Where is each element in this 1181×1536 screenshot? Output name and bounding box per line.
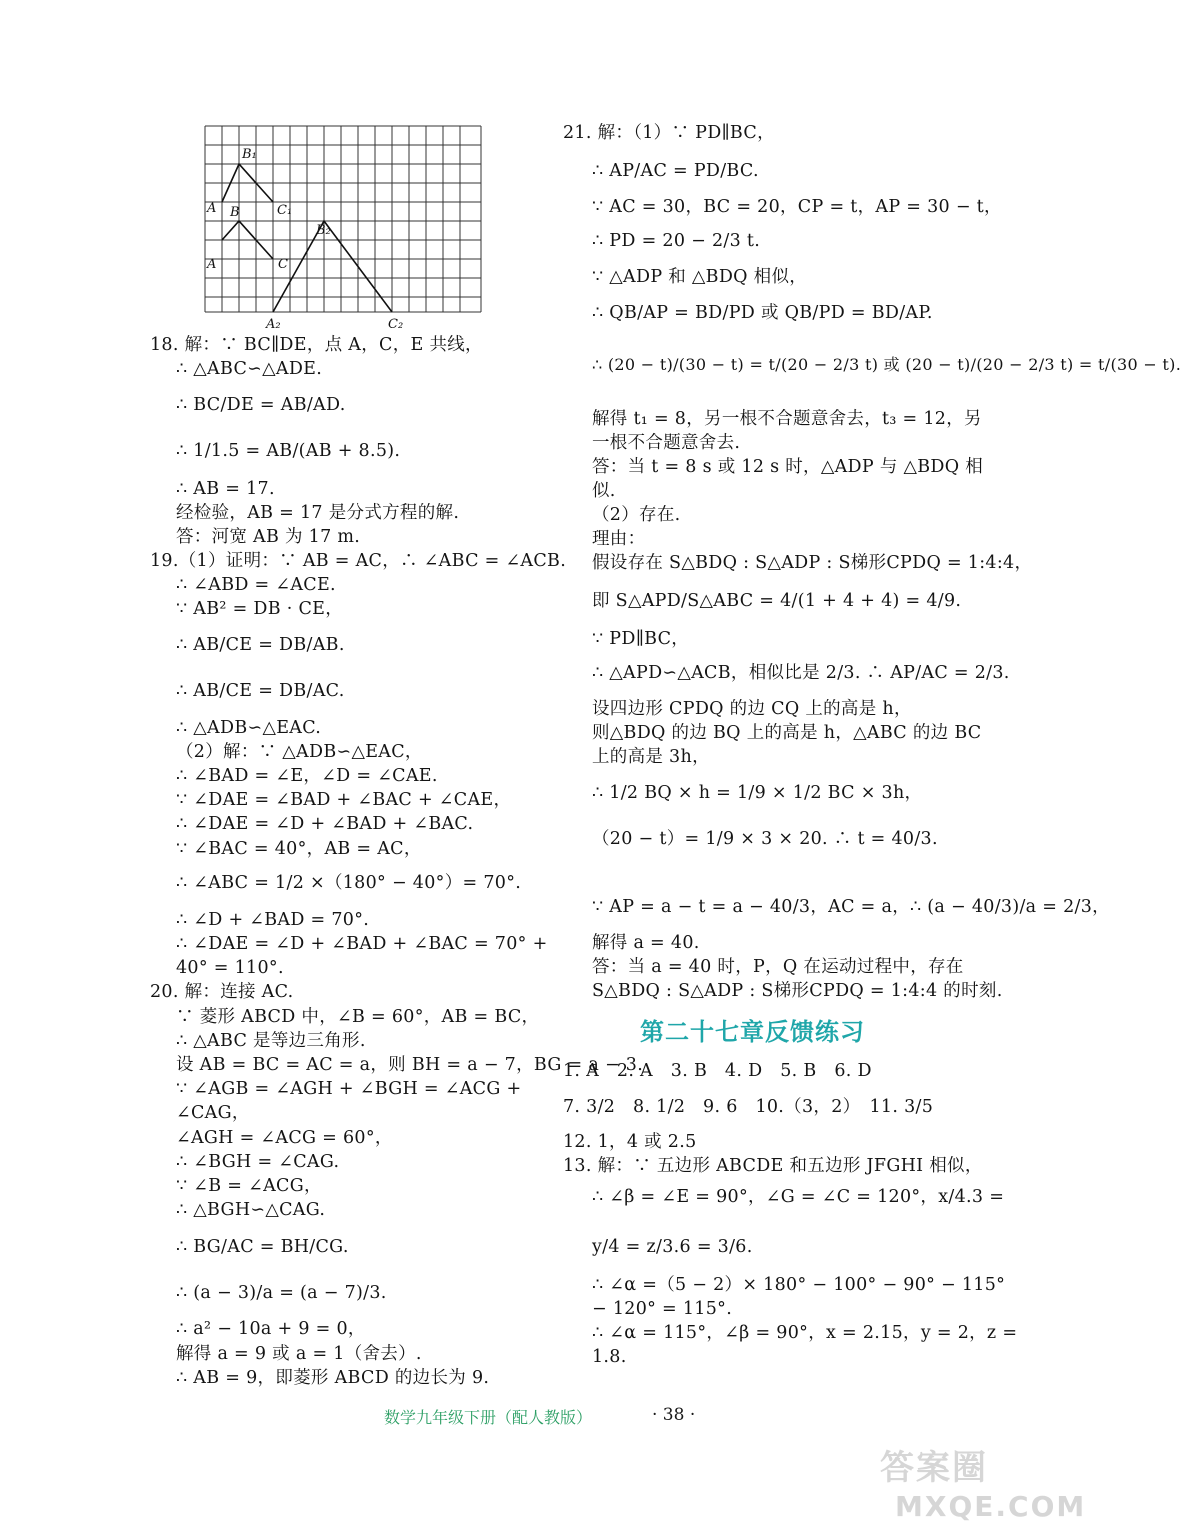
solution-21-line-5: ∵ △ADP 和 △BDQ 相似， <box>592 267 808 287</box>
page-number: · 38 · <box>652 1405 696 1425</box>
answers-line-9: ∴ ∠α = 115°，∠β = 90°，x = 2.15，y = 2，z = <box>592 1323 1018 1343</box>
solution-21-line-23: ∵ AP = a − t = a − 40/3，AC = a，∴ (a − 40/3)/a = 2/3， <box>592 897 1110 917</box>
solution-19-line-11: ∵ ∠BAC = 40°，AB = AC， <box>176 839 422 859</box>
solution-19-line-5: ∴ AB/CE = DB/AC. <box>176 681 345 701</box>
label-b2: B₂ <box>316 223 331 238</box>
label-a1: A <box>207 201 217 216</box>
answers-line-8: − 120° = 115°. <box>592 1299 733 1319</box>
answers-line-2: 7. 3/2 8. 1/2 9. 6 10.（3，2） 11. 3/5 <box>563 1097 934 1117</box>
triangle-a2b2c2 <box>273 221 392 312</box>
label-c: C <box>278 257 288 272</box>
solution-20-line-11: ∴ BG/AC = BH/CG. <box>176 1237 349 1257</box>
solution-21-line-15: 即 S△APD/S△ABC = 4/(1 + 4 + 4) = 4/9. <box>592 591 962 611</box>
solution-18-line-5: ∴ AB = 17. <box>176 479 275 499</box>
solution-20-line-15: ∴ AB = 9，即菱形 ABCD 的边长为 9. <box>176 1368 490 1388</box>
answers-line-1: 1. A 2. A 3. B 4. D 5. B 6. D <box>563 1061 872 1081</box>
label-a: A <box>207 257 217 272</box>
solution-21-line-1: 21. 解：（1）∵ PD∥BC， <box>563 123 775 143</box>
solution-21-line-13: 理由： <box>592 529 646 549</box>
solution-18-line-3: ∴ BC/DE = AB/AD. <box>176 395 346 415</box>
solution-18-line-1: 18. 解：∵ BC∥DE，点 A，C，E 共线， <box>150 335 483 355</box>
solution-19-line-10: ∴ ∠DAE = ∠D + ∠BAD + ∠BAC. <box>176 814 474 834</box>
solution-21-line-22: （20 − t）= 1/9 × 3 × 20. ∴ t = 40/3. <box>592 829 938 849</box>
solution-21-line-17: ∴ △APD∽△ACB，相似比是 2/3. ∴ AP/AC = 2/3. <box>592 663 1010 683</box>
label-c2: C₂ <box>388 317 404 332</box>
solution-19-line-7: （2）解：∵ △ADB∽△EAC， <box>176 742 423 762</box>
solution-21-line-20: 上的高是 3h， <box>592 747 710 767</box>
solution-21-line-9: 一根不合题意舍去. <box>592 433 741 453</box>
solution-21-line-8: 解得 t₁ = 8，另一根不合题意舍去，t₃ = 12，另 <box>592 409 982 429</box>
answers-line-3: 12. 1，4 或 2.5 <box>563 1132 697 1152</box>
solution-20-line-2: ∵ 菱形 ABCD 中，∠B = 60°，AB = BC， <box>176 1007 540 1027</box>
solution-20-line-9: ∵ ∠B = ∠ACG， <box>176 1176 322 1196</box>
label-c1: C₁ <box>277 203 293 218</box>
solution-20-line-4: 设 AB = BC = AC = a，则 BH = a − 7，BG = a − 3. <box>176 1055 644 1075</box>
solution-21-line-4: ∴ PD = 20 − 2/3 t. <box>592 231 761 251</box>
solution-20-line-13: ∴ a² − 10a + 9 = 0， <box>176 1319 366 1339</box>
solution-19-line-14: ∴ ∠DAE = ∠D + ∠BAD + ∠BAC = 70° + <box>176 934 548 954</box>
answers-line-6: y/4 = z/3.6 = 3/6. <box>592 1237 753 1257</box>
solution-21-line-10: 答：当 t = 8 s 或 12 s 时，△ADP 与 △BDQ 相 <box>592 457 984 477</box>
watermark-url: MXQE.COM <box>895 1490 1087 1523</box>
solution-19-line-15: 40° = 110°. <box>176 958 284 978</box>
solution-21-line-18: 设四边形 CPDQ 的边 CQ 上的高是 h， <box>592 699 912 719</box>
solution-19-line-1: 19.（1）证明：∵ AB = AC，∴ ∠ABC = ∠ACB. <box>150 551 567 571</box>
watermark-logo: 答案圈 <box>880 1448 988 1488</box>
solution-21-line-12: （2）存在. <box>592 505 681 525</box>
chapter-27-feedback-heading: 第二十七章反馈练习 <box>640 1018 865 1046</box>
solution-18-line-4: ∴ 1/1.5 = AB/(AB + 8.5). <box>176 441 401 461</box>
solution-21-line-19: 则△BDQ 的边 BQ 上的高是 h，△ABC 的边 BC <box>592 723 982 743</box>
solution-19-line-2: ∴ ∠ABD = ∠ACE. <box>176 575 336 595</box>
solution-20-line-6: ∠CAG， <box>176 1103 250 1123</box>
solution-21-line-26: S△BDQ : S△ADP : S梯形CPDQ = 1:4:4 的时刻. <box>592 981 1003 1001</box>
solution-19-line-4: ∴ AB/CE = DB/AB. <box>176 635 345 655</box>
answers-line-4: 13. 解：∵ 五边形 ABCDE 和五边形 JFGHI 相似， <box>563 1156 983 1176</box>
similarity-grid-figure <box>200 122 490 337</box>
solution-19-line-6: ∴ △ADB∽△EAC. <box>176 718 322 738</box>
solution-21-line-24: 解得 a = 40. <box>592 933 700 953</box>
solution-21-line-6: ∴ QB/AP = BD/PD 或 QB/PD = BD/AP. <box>592 303 933 323</box>
answers-line-10: 1.8. <box>592 1347 627 1367</box>
solution-20-line-3: ∴ △ABC 是等边三角形. <box>176 1031 366 1051</box>
solution-20-line-12: ∴ (a − 3)/a = (a − 7)/3. <box>176 1283 387 1303</box>
solution-19-line-13: ∴ ∠D + ∠BAD = 70°. <box>176 910 370 930</box>
label-b: B <box>230 205 240 220</box>
solution-21-line-14: 假设存在 S△BDQ : S△ADP : S梯形CPDQ = 1:4:4， <box>592 553 1033 573</box>
solution-20-line-10: ∴ △BGH∽△CAG. <box>176 1200 326 1220</box>
label-b1: B₁ <box>242 147 257 162</box>
solution-21-line-16: ∵ PD∥BC， <box>592 629 690 649</box>
label-a2: A₂ <box>266 317 281 332</box>
solution-20-line-8: ∴ ∠BGH = ∠CAG. <box>176 1152 340 1172</box>
solution-19-line-3: ∵ AB² = DB · CE， <box>176 599 344 619</box>
solution-20-line-14: 解得 a = 9 或 a = 1（舍去）. <box>176 1344 422 1364</box>
solution-21-line-11: 似. <box>592 481 616 501</box>
solution-19-line-8: ∴ ∠BAD = ∠E，∠D = ∠CAE. <box>176 766 438 786</box>
solution-18-line-6: 经检验，AB = 17 是分式方程的解. <box>176 503 460 523</box>
solution-19-line-9: ∵ ∠DAE = ∠BAD + ∠BAC + ∠CAE， <box>176 790 512 810</box>
solution-20-line-5: ∵ ∠AGB = ∠AGH + ∠BGH = ∠ACG + <box>176 1079 522 1099</box>
solution-21-line-7: ∴ (20 − t)/(30 − t) = t/(20 − 2/3 t) 或 (20 − t)/(20 − 2/3 t) = t/(30 − t). <box>592 355 1181 374</box>
solution-21-line-25: 答：当 a = 40 时，P，Q 在运动过程中，存在 <box>592 957 964 977</box>
solution-20-line-7: ∠AGH = ∠ACG = 60°， <box>176 1128 393 1148</box>
solution-21-line-3: ∵ AC = 30，BC = 20，CP = t，AP = 30 − t， <box>592 197 1002 217</box>
solution-19-line-12: ∴ ∠ABC = 1/2 ×（180° − 40°）= 70°. <box>176 873 522 893</box>
solution-18-line-2: ∴ △ABC∽△ADE. <box>176 359 323 379</box>
solution-21-line-2: ∴ AP/AC = PD/BC. <box>592 161 759 181</box>
solution-18-line-7: 答：河宽 AB 为 17 m. <box>176 527 361 547</box>
answers-line-5: ∴ ∠β = ∠E = 90°，∠G = ∠C = 120°，x/4.3 = <box>592 1187 1005 1207</box>
solution-20-line-1: 20. 解：连接 AC. <box>150 982 294 1002</box>
footer-book-title: 数学九年级下册（配人教版） <box>384 1408 593 1427</box>
answers-line-7: ∴ ∠α =（5 − 2）× 180° − 100° − 90° − 115° <box>592 1275 1006 1295</box>
solution-21-line-21: ∴ 1/2 BQ × h = 1/9 × 1/2 BC × 3h， <box>592 783 923 803</box>
